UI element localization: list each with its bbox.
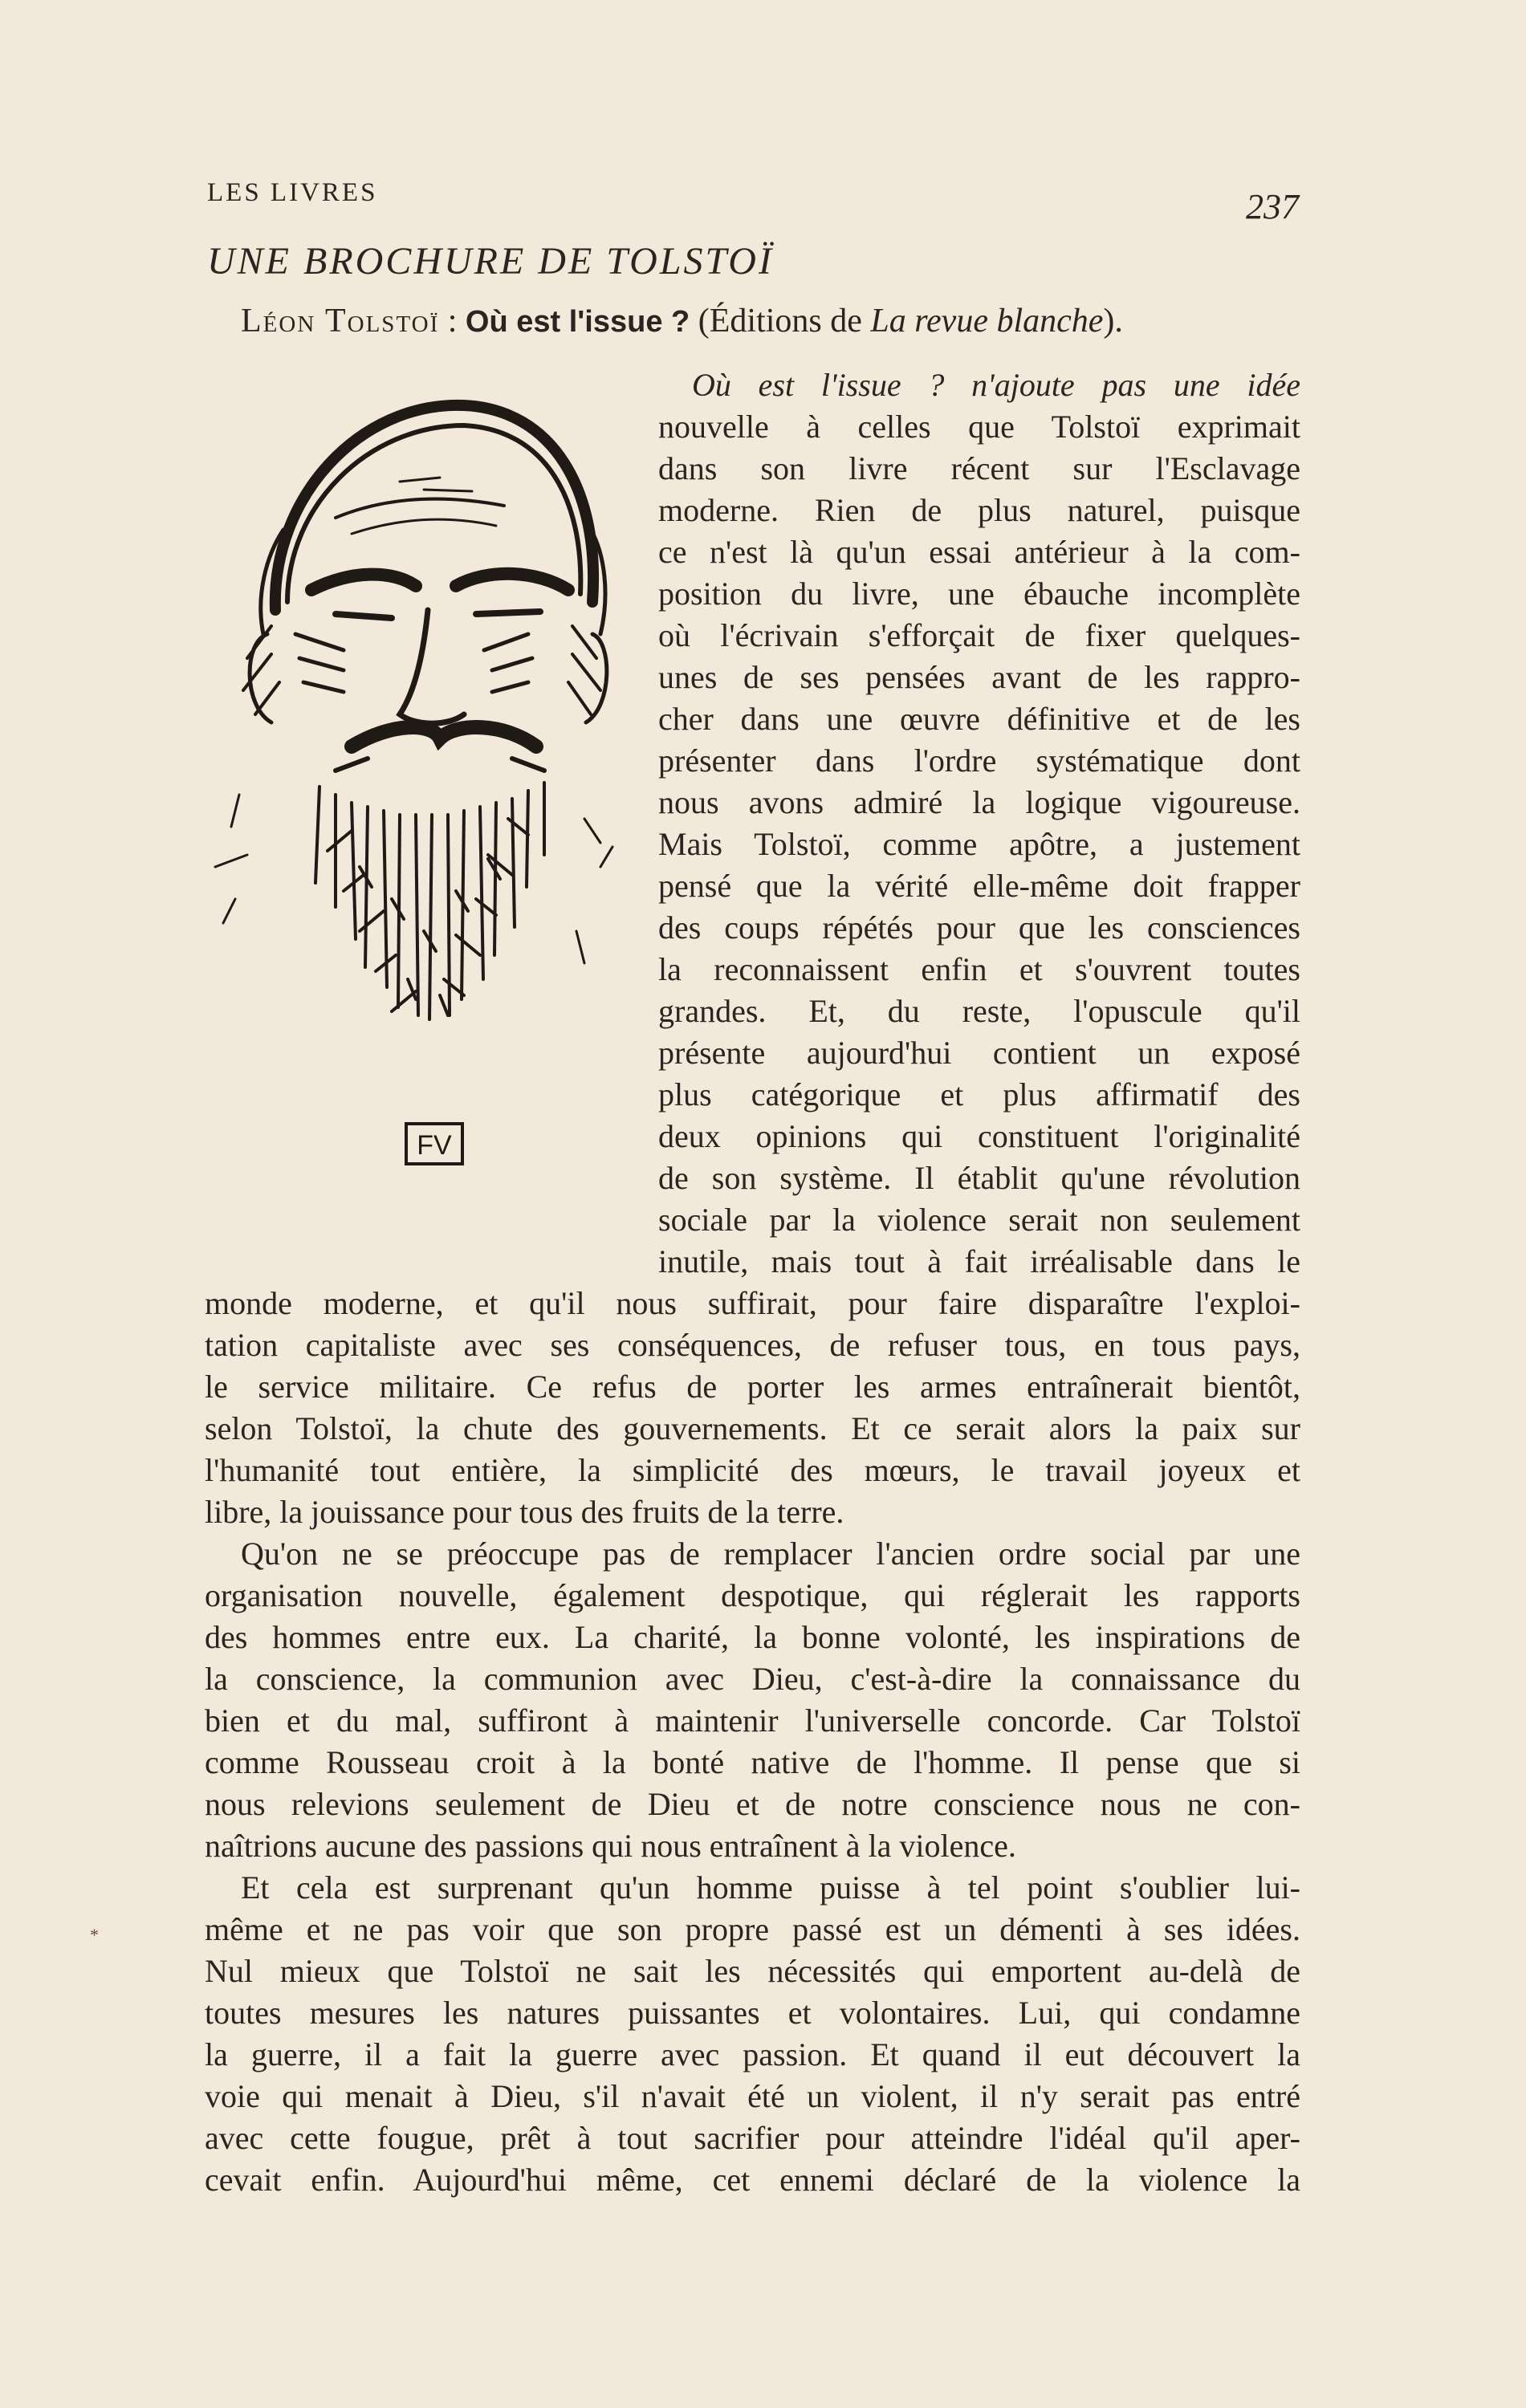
text-line: bien et du mal, suffiront à maintenir l'universelle concorde. Car Tolstoï [205,1702,1300,1739]
text-line: nous avons admiré la logique vigoureuse. [658,784,1300,820]
text-line: Et cela est surprenant qu'un homme puisse à tel point s'oublier lui- [241,1869,1300,1906]
text-line: monde moderne, et qu'il nous suffirait, pour faire disparaître l'exploi- [205,1285,1300,1321]
text-line: des hommes entre eux. La charité, la bonne volonté, les inspirations de [205,1619,1300,1655]
margin-mark: * [90,1925,99,1945]
running-head: LES LIVRES [207,178,378,207]
text-line: présenter dans l'ordre systématique dont [658,742,1300,779]
text-line: position du livre, une ébauche incomplète [658,576,1300,612]
tolstoi-portrait-icon [199,369,633,1268]
text-line: tation capitaliste avec ses conséquences, de refuser tous, en tous pays, [205,1327,1300,1363]
text-line: la conscience, la communion avec Dieu, c'est-à-dire la connaissance du [205,1661,1300,1697]
text-line: grandes. Et, du reste, l'opuscule qu'il [658,993,1300,1029]
citation-publisher-suffix: ). [1103,303,1123,340]
citation-separator: : [439,303,466,340]
text-line: Qu'on ne se préoccupe pas de remplacer l'ancien ordre social par une [241,1536,1300,1572]
text-line: nous relevions seulement de Dieu et de notre conscience nous ne con- [205,1786,1300,1822]
text-line: avec cette fougue, prêt à tout sacrifier pour atteindre l'idéal qu'il aper- [205,2120,1300,2156]
text-line: voie qui menait à Dieu, s'il n'avait été un violent, il n'y serait pas entré [205,2078,1300,2114]
text-line: cher dans une œuvre définitive et de les [658,701,1300,737]
text-line: même et ne pas voir que son propre passé est un démenti à ses idées. [205,1911,1300,1947]
text-line: toutes mesures les natures puissantes et volontaires. Lui, qui condamne [205,1995,1300,2031]
text-line: nouvelle à celles que Tolstoï exprimait [658,409,1300,445]
text-line: cevait enfin. Aujourd'hui même, cet ennemi déclaré de la violence la [205,2162,1300,2198]
text-line: l'humanité tout entière, la simplicité des mœurs, le travail joyeux et [205,1452,1300,1488]
text-line: selon Tolstoï, la chute des gouvernements. Et ce serait alors la paix sur [205,1410,1300,1446]
text-line: pensé que la vérité elle-même doit frapper [658,868,1300,904]
text-line: unes de ses pensées avant de les rappro- [658,659,1300,695]
text-line: la reconnaissent enfin et s'ouvrent toutes [658,951,1300,987]
text-line: deux opinions qui constituent l'originalité [658,1118,1300,1154]
portrait-monogram: FV [417,1130,452,1161]
citation-publisher-prefix: (Éditions de [690,303,871,340]
citation-work-title: Où est l'issue ? [465,305,690,339]
text-line: naîtrions aucune des passions qui nous entraînent à la violence. [205,1828,1016,1864]
section-title: UNE BROCHURE DE TOLSTOÏ [207,240,774,283]
citation-author: Léon Tolstoï [241,303,440,340]
citation-publisher: La revue blanche [870,303,1104,340]
text-line: ce n'est là qu'un essai antérieur à la com- [658,534,1300,570]
page-number: 237 [1246,187,1299,226]
text-line: la guerre, il a fait la guerre avec passion. Et quand il eut découvert la [205,2036,1300,2072]
text-line: inutile, mais tout à fait irréalisable dans le [658,1243,1300,1279]
text-line: présente aujourd'hui contient un exposé [658,1035,1300,1071]
text-line: Où est l'issue ? n'ajoute pas une idée [692,367,1300,403]
text-line: comme Rousseau croit à la bonté native de l'homme. Il pense que si [205,1744,1300,1780]
text-line: de son système. Il établit qu'une révolution [658,1160,1300,1196]
text-line: des coups répétés pour que les consciences [658,909,1300,946]
book-citation [241,302,1123,340]
text-line: Mais Tolstoï, comme apôtre, a justement [658,826,1300,862]
text-line: Nul mieux que Tolstoï ne sait les nécessités qui emportent au-delà de [205,1953,1300,1989]
text-line: organisation nouvelle, également despotique, qui réglerait les rapports [205,1577,1300,1613]
text-line: moderne. Rien de plus naturel, puisque [658,492,1300,528]
text-line: où l'écrivain s'efforçait de fixer quelques- [658,617,1300,653]
text-line: dans son livre récent sur l'Esclavage [658,450,1300,486]
text-line: sociale par la violence serait non seulement [658,1202,1300,1238]
text-line: libre, la jouissance pour tous des fruits de la terre. [205,1494,844,1530]
text-line: plus catégorique et plus affirmatif des [658,1076,1300,1112]
text-line: le service militaire. Ce refus de porter les armes entraînerait bientôt, [205,1369,1300,1405]
